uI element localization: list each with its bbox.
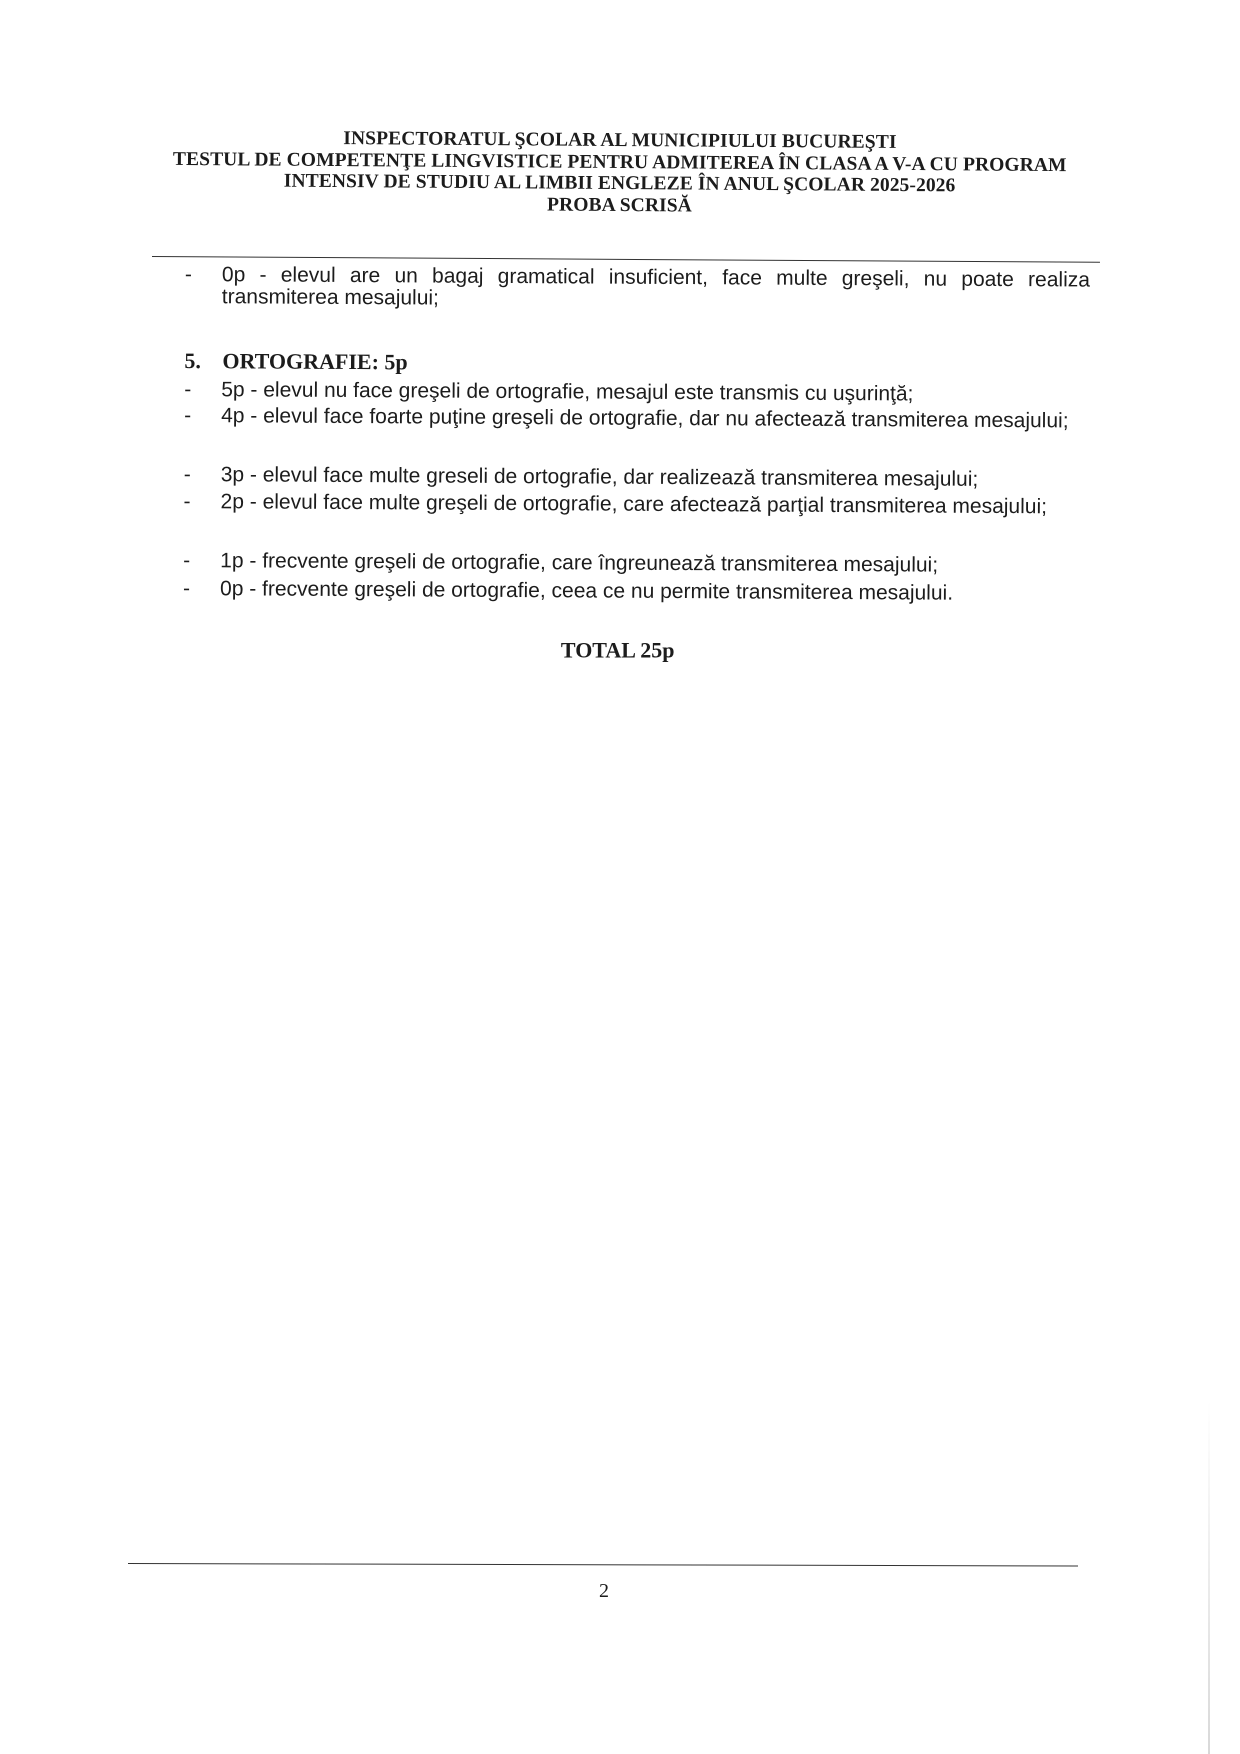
criterion-item — [183, 462, 1094, 491]
criterion-item — [182, 576, 1093, 605]
section-number: 5. — [184, 347, 202, 374]
scan-edge-shadow — [1208, 1400, 1210, 1754]
criterion-text: 3p - elevul face multe greseli de ortografie, dar realizează transmiterea mesajului; — [220, 463, 979, 491]
bullet-dash: - — [184, 377, 192, 402]
header-exam-type: PROBA SCRISĂ — [547, 193, 692, 217]
criterion-item — [183, 489, 1094, 519]
section-heading — [184, 347, 408, 375]
criterion-text: 0p - elevul are un bagaj gramatical insuficient, face multe greşeli, nu poate realiza transmiterea mesajului; — [221, 263, 1091, 310]
grading-criteria — [0, 0, 1240, 706]
bullet-dash: - — [182, 576, 191, 601]
header-test-title: TESTUL DE COMPETENŢE LINGVISTICE PENTRU ADMITEREA ÎN CLASA A V-A CU PROGRAM — [172, 148, 1067, 176]
criterion-text: 2p - elevul face multe greşeli de ortografie, care afectează parţial transmiterea mesajului; — [220, 490, 1048, 519]
criterion-item — [184, 377, 1094, 406]
footer-divider — [128, 1563, 1078, 1566]
criterion-text: 0p - frecvente greşeli de ortografie, ceea ce nu permite transmiterea mesajului. — [219, 577, 954, 605]
previous-section-item — [184, 263, 1095, 310]
section-title: ORTOGRAFIE: 5p — [222, 348, 408, 375]
header-test-title-continued: INTENSIV DE STUDIU AL LIMBII ENGLEZE ÎN ANUL ŞCOLAR 2025-2026 — [283, 170, 956, 197]
total-score: TOTAL 25p — [560, 637, 675, 663]
criterion-text: 1p - frecvente greşeli de ortografie, care îngreunează transmiterea mesajului; — [220, 549, 939, 577]
header-inspectorate: INSPECTORATUL ŞCOLAR AL MUNICIPIULUI BUCUREŞTI — [343, 128, 897, 153]
bullet-dash: - — [184, 263, 193, 287]
bullet-dash: - — [183, 489, 191, 514]
criterion-item — [184, 403, 1094, 433]
criterion-item — [183, 548, 1093, 577]
page-number: 2 — [599, 1580, 609, 1602]
criterion-text: 4p - elevul face foarte puţine greşeli de ortografie, dar nu afectează transmiterea mesajului; — [221, 404, 1069, 433]
criterion-text: 5p - elevul nu face greşeli de ortografie, mesajul este transmis cu uşurinţă; — [221, 378, 914, 406]
bullet-dash: - — [184, 403, 192, 428]
bullet-dash: - — [183, 548, 191, 573]
bullet-dash: - — [183, 462, 191, 487]
